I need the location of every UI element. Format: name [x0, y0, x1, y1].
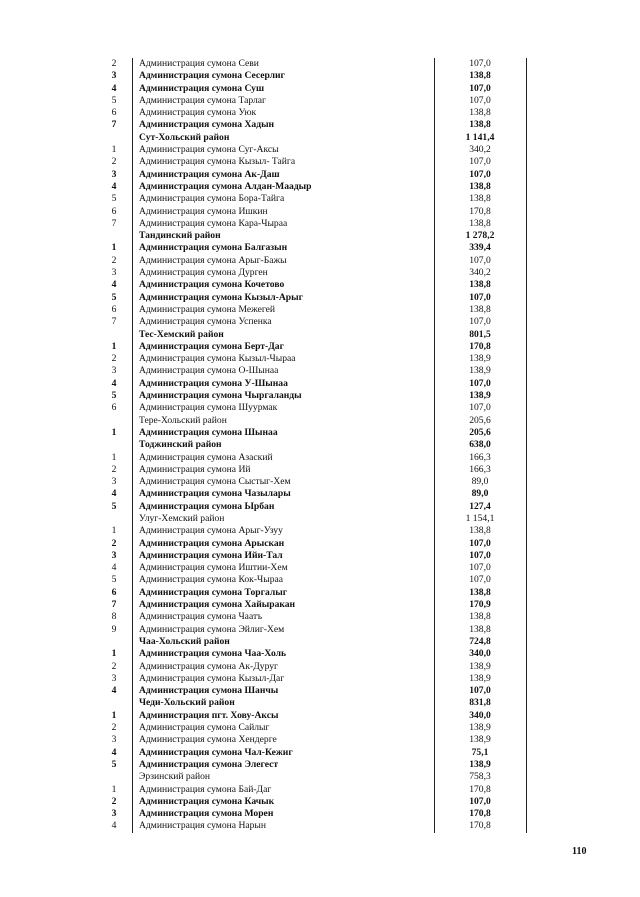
row-name: Администрация сумона Хайыракан — [139, 599, 296, 611]
table-row — [88, 378, 543, 390]
row-value: 170,8 — [469, 340, 491, 352]
row-name: Администрация сумона Ишкин — [139, 205, 268, 217]
row-name: Администрация сумона Балгазын — [139, 242, 288, 254]
row-value: 170,8 — [469, 808, 491, 820]
table-row — [88, 673, 543, 685]
table-row — [88, 476, 543, 488]
row-value: 138,8 — [469, 107, 491, 119]
row-number: 4 — [111, 82, 117, 94]
row-value: 340,0 — [469, 709, 491, 721]
row-number: 5 — [111, 193, 117, 205]
row-value: 107,0 — [469, 94, 491, 106]
row-name: Администрация сумона Кара-Чыраа — [139, 217, 288, 229]
row-name: Администрация сумона Кочетово — [139, 279, 285, 291]
district-row — [88, 697, 543, 709]
district-row — [88, 132, 543, 144]
row-number: 5 — [111, 574, 117, 586]
row-value: 339,4 — [469, 242, 491, 254]
row-name: Администрация сумона Чазылары — [139, 488, 291, 500]
row-value: 138,8 — [469, 303, 491, 315]
row-number: 5 — [111, 390, 117, 402]
row-number: 1 — [111, 340, 117, 352]
district-row — [88, 230, 543, 242]
table-row — [88, 95, 543, 107]
row-name: Администрация сумона Арыг-Бажы — [139, 254, 287, 266]
table-row — [88, 550, 543, 562]
row-name: Администрация сумона Иштии-Хем — [139, 562, 288, 574]
table-row — [88, 747, 543, 759]
table-row — [88, 292, 543, 304]
row-number: 1 — [111, 783, 117, 795]
table-row — [88, 144, 543, 156]
row-value: 107,0 — [469, 562, 491, 574]
row-name: Администрация сумона Элегест — [139, 758, 279, 770]
table-row — [88, 488, 543, 500]
row-name: Администрация сумона Чал-Кежиг — [139, 746, 293, 758]
row-number: 2 — [111, 353, 117, 365]
row-value: 138,9 — [469, 758, 491, 770]
row-name: Тес-Хемский район — [139, 328, 224, 340]
table-row — [88, 685, 543, 697]
row-name: Администрация сумона Кызыл-Чыраа — [139, 353, 296, 365]
row-value: 724,8 — [469, 635, 491, 647]
row-name: Администрация сумона Кызыл-Арыг — [139, 291, 303, 303]
row-number: 6 — [111, 586, 117, 598]
table-row — [88, 525, 543, 537]
row-value: 340,0 — [469, 648, 491, 660]
row-number: 5 — [111, 94, 117, 106]
row-name: Чаа-Хольский район — [139, 635, 230, 647]
table-row — [88, 574, 543, 586]
row-value: 138,8 — [469, 586, 491, 598]
table-row — [88, 796, 543, 808]
row-value: 107,0 — [469, 316, 491, 328]
page-number: 110 — [572, 846, 587, 857]
row-number: 4 — [111, 746, 117, 758]
table-row — [88, 341, 543, 353]
row-number: 4 — [111, 377, 117, 389]
table-row — [88, 365, 543, 377]
row-value: 107,0 — [469, 377, 491, 389]
table-body — [88, 58, 543, 833]
table-row — [88, 390, 543, 402]
row-number: 2 — [111, 463, 117, 475]
row-name: Администрация сумона Ак-Даш — [139, 168, 280, 180]
row-value: 138,8 — [469, 180, 491, 192]
row-value: 107,0 — [469, 254, 491, 266]
district-row — [88, 636, 543, 648]
row-value: 107,0 — [469, 156, 491, 168]
row-name: Администрация сумона Торгалыг — [139, 586, 288, 598]
row-name: Администрация сумона Межегей — [139, 303, 276, 315]
table-row — [88, 820, 543, 832]
row-number: 1 — [111, 525, 117, 537]
row-value: 170,8 — [469, 205, 491, 217]
row-value: 138,8 — [469, 70, 491, 82]
table-row — [88, 206, 543, 218]
row-number: 2 — [111, 254, 117, 266]
table-row — [88, 181, 543, 193]
row-value: 138,9 — [469, 660, 491, 672]
row-number: 8 — [111, 611, 117, 623]
district-row — [88, 513, 543, 525]
row-value: 138,8 — [469, 119, 491, 131]
table-row — [88, 83, 543, 95]
row-value: 170,8 — [469, 820, 491, 832]
row-number: 3 — [111, 672, 117, 684]
row-name: Тере-Хольский район — [139, 414, 227, 426]
table-row — [88, 599, 543, 611]
row-number: 2 — [111, 537, 117, 549]
row-name: Администрация сумона Чыргаланды — [139, 390, 302, 402]
table-row — [88, 169, 543, 181]
row-value: 107,0 — [469, 168, 491, 180]
row-name: Администрация сумона У-Шынаа — [139, 377, 288, 389]
row-name: Администрация сумона Ий — [139, 463, 251, 475]
row-value: 758,3 — [469, 771, 491, 783]
row-name: Администрация сумона Шуурмак — [139, 402, 278, 414]
row-name: Администрация сумона Шынаа — [139, 426, 278, 438]
table-row — [88, 218, 543, 230]
row-name: Администрация сумона Нарын — [139, 820, 267, 832]
row-number: 9 — [111, 623, 117, 635]
row-name: Сут-Хольский район — [139, 131, 230, 143]
row-name: Администрация сумона Бай-Даг — [139, 783, 272, 795]
row-value: 107,0 — [469, 537, 491, 549]
document-table — [88, 58, 543, 833]
table-row — [88, 648, 543, 660]
row-name: Улуг-Хемский район — [139, 512, 225, 524]
row-name: Администрация сумона Шанчы — [139, 685, 279, 697]
row-value: 801,5 — [469, 328, 491, 340]
row-value: 107,0 — [469, 82, 491, 94]
row-name: Администрация сумона Кызыл-Даг — [139, 672, 285, 684]
row-value: 75,1 — [471, 746, 489, 758]
row-name: Администрация сумона Чаа-Холь — [139, 648, 287, 660]
table-row — [88, 452, 543, 464]
district-row — [88, 439, 543, 451]
row-value: 138,9 — [469, 390, 491, 402]
row-value: 107,0 — [469, 402, 491, 414]
row-value: 138,8 — [469, 279, 491, 291]
row-name: Администрация сумона Кызыл- Тайга — [139, 156, 296, 168]
row-value: 638,0 — [469, 439, 491, 451]
row-name: Администрация сумона Арыскан — [139, 537, 285, 549]
table-row — [88, 734, 543, 746]
table-row — [88, 538, 543, 550]
row-value: 138,8 — [469, 525, 491, 537]
table-row — [88, 624, 543, 636]
table-row — [88, 242, 543, 254]
table-row — [88, 759, 543, 771]
row-number: 1 — [111, 709, 117, 721]
table-row — [88, 808, 543, 820]
row-name: Администрация сумона Сесерлиг — [139, 70, 285, 82]
row-number: 1 — [111, 451, 117, 463]
row-value: 1 141,4 — [465, 131, 495, 143]
row-name: Администрация сумона Арыг-Узуу — [139, 525, 283, 537]
row-name: Администрация сумона Алдан-Маадыр — [139, 180, 312, 192]
row-value: 138,9 — [469, 353, 491, 365]
table-row — [88, 58, 543, 70]
row-value: 170,9 — [469, 599, 491, 611]
row-number: 7 — [111, 316, 117, 328]
row-name: Администрация сумона Сайлыг — [139, 722, 270, 734]
row-number: 1 — [111, 242, 117, 254]
table-row — [88, 562, 543, 574]
table-row — [88, 70, 543, 82]
table-row — [88, 402, 543, 414]
row-value: 1 278,2 — [465, 230, 495, 242]
table-row — [88, 267, 543, 279]
row-value: 138,8 — [469, 623, 491, 635]
district-row — [88, 329, 543, 341]
row-value: 138,9 — [469, 365, 491, 377]
row-number: 3 — [111, 168, 117, 180]
row-name: Тандинский район — [139, 230, 221, 242]
row-name: Администрация сумона Тарлаг — [139, 94, 266, 106]
row-name: Администрация пгт. Хову-Аксы — [139, 709, 279, 721]
row-value: 127,4 — [469, 500, 491, 512]
table-row — [88, 255, 543, 267]
table-row — [88, 784, 543, 796]
row-name: Администрация сумона Севи — [139, 58, 259, 69]
row-number: 3 — [111, 549, 117, 561]
table-row — [88, 587, 543, 599]
table-row — [88, 119, 543, 131]
district-row — [88, 415, 543, 427]
row-number: 3 — [111, 476, 117, 488]
row-name: Администрация сумона Уюк — [139, 107, 257, 119]
row-number: 4 — [111, 685, 117, 697]
row-number: 3 — [111, 365, 117, 377]
row-value: 138,9 — [469, 672, 491, 684]
table-row — [88, 661, 543, 673]
row-number: 1 — [111, 426, 117, 438]
row-name: Администрация сумона О-Шынаа — [139, 365, 279, 377]
row-number: 5 — [111, 291, 117, 303]
row-value: 107,0 — [469, 291, 491, 303]
row-name: Эрзинский район — [139, 771, 211, 783]
row-number: 2 — [111, 660, 117, 672]
table-row — [88, 279, 543, 291]
row-name: Администрация сумона Азаский — [139, 451, 273, 463]
row-value: 831,8 — [469, 697, 491, 709]
row-number: 6 — [111, 303, 117, 315]
row-number: 1 — [111, 144, 117, 156]
row-name: Администрация сумона Хадын — [139, 119, 275, 131]
table-row — [88, 427, 543, 439]
row-name: Чеди-Хольский район — [139, 697, 235, 709]
row-value: 1 154,1 — [465, 512, 495, 524]
row-value: 138,8 — [469, 193, 491, 205]
row-name: Администрация сумона Ийи-Тал — [139, 549, 283, 561]
district-row — [88, 771, 543, 783]
row-number: 3 — [111, 734, 117, 746]
row-value: 107,0 — [469, 549, 491, 561]
row-number: 6 — [111, 402, 117, 414]
row-number: 5 — [111, 500, 117, 512]
row-number: 7 — [111, 599, 117, 611]
row-number: 2 — [111, 156, 117, 168]
row-number: 4 — [111, 488, 117, 500]
table-row — [88, 304, 543, 316]
row-number: 5 — [111, 758, 117, 770]
row-number: 6 — [111, 205, 117, 217]
row-number: 3 — [111, 267, 117, 279]
row-value: 107,0 — [469, 685, 491, 697]
row-number: 1 — [111, 648, 117, 660]
row-name: Администрация сумона Ак-Дуруг — [139, 660, 278, 672]
row-value: 107,0 — [469, 795, 491, 807]
row-value: 89,0 — [471, 488, 489, 500]
row-name: Администрация сумона Хендерге — [139, 734, 277, 746]
table-row — [88, 156, 543, 168]
row-number: 3 — [111, 808, 117, 820]
table-row — [88, 722, 543, 734]
row-number: 4 — [111, 820, 117, 832]
row-value: 205,6 — [469, 414, 491, 426]
row-name: Администрация сумона Морен — [139, 808, 274, 820]
row-value: 340,2 — [469, 144, 491, 156]
row-value: 138,9 — [469, 734, 491, 746]
table-row — [88, 611, 543, 623]
row-value: 166,3 — [469, 451, 491, 463]
row-value: 138,9 — [469, 722, 491, 734]
row-number: 6 — [111, 107, 117, 119]
row-number: 2 — [111, 795, 117, 807]
row-value: 166,3 — [469, 463, 491, 475]
row-name: Администрация сумона Суш — [139, 82, 265, 94]
table-row — [88, 107, 543, 119]
row-value: 138,8 — [469, 217, 491, 229]
row-name: Администрация сумона Суг-Аксы — [139, 144, 279, 156]
row-value: 205,6 — [469, 426, 491, 438]
row-number: 4 — [111, 562, 117, 574]
row-value: 107,0 — [469, 58, 491, 69]
row-name: Администрация сумона Чаатъ — [139, 611, 263, 623]
row-name: Администрация сумона Ырбан — [139, 500, 275, 512]
row-name: Администрация сумона Берт-Даг — [139, 340, 284, 352]
row-number: 7 — [111, 217, 117, 229]
table-row — [88, 193, 543, 205]
row-number: 7 — [111, 119, 117, 131]
row-name: Тоджинский район — [139, 439, 222, 451]
row-value: 340,2 — [469, 267, 491, 279]
row-value: 89,0 — [471, 476, 489, 488]
table-row — [88, 464, 543, 476]
row-name: Администрация сумона Сыстыг-Хем — [139, 476, 291, 488]
row-value: 138,8 — [469, 611, 491, 623]
row-name: Администрация сумона Качык — [139, 795, 275, 807]
row-value: 170,8 — [469, 783, 491, 795]
row-number: 2 — [111, 722, 117, 734]
row-number: 4 — [111, 180, 117, 192]
row-number: 2 — [111, 58, 117, 69]
row-name: Администрация сумона Эйлиг-Хем — [139, 623, 285, 635]
table-row — [88, 501, 543, 513]
row-number: 4 — [111, 279, 117, 291]
row-name: Администрация сумона Бора-Тайга — [139, 193, 285, 205]
row-number: 3 — [111, 70, 117, 82]
table-row — [88, 316, 543, 328]
row-name: Администрация сумона Кок-Чыраа — [139, 574, 284, 586]
row-value: 107,0 — [469, 574, 491, 586]
row-name: Администрация сумона Успенка — [139, 316, 272, 328]
table-row — [88, 353, 543, 365]
table-row — [88, 710, 543, 722]
row-name: Администрация сумона Дурген — [139, 267, 268, 279]
